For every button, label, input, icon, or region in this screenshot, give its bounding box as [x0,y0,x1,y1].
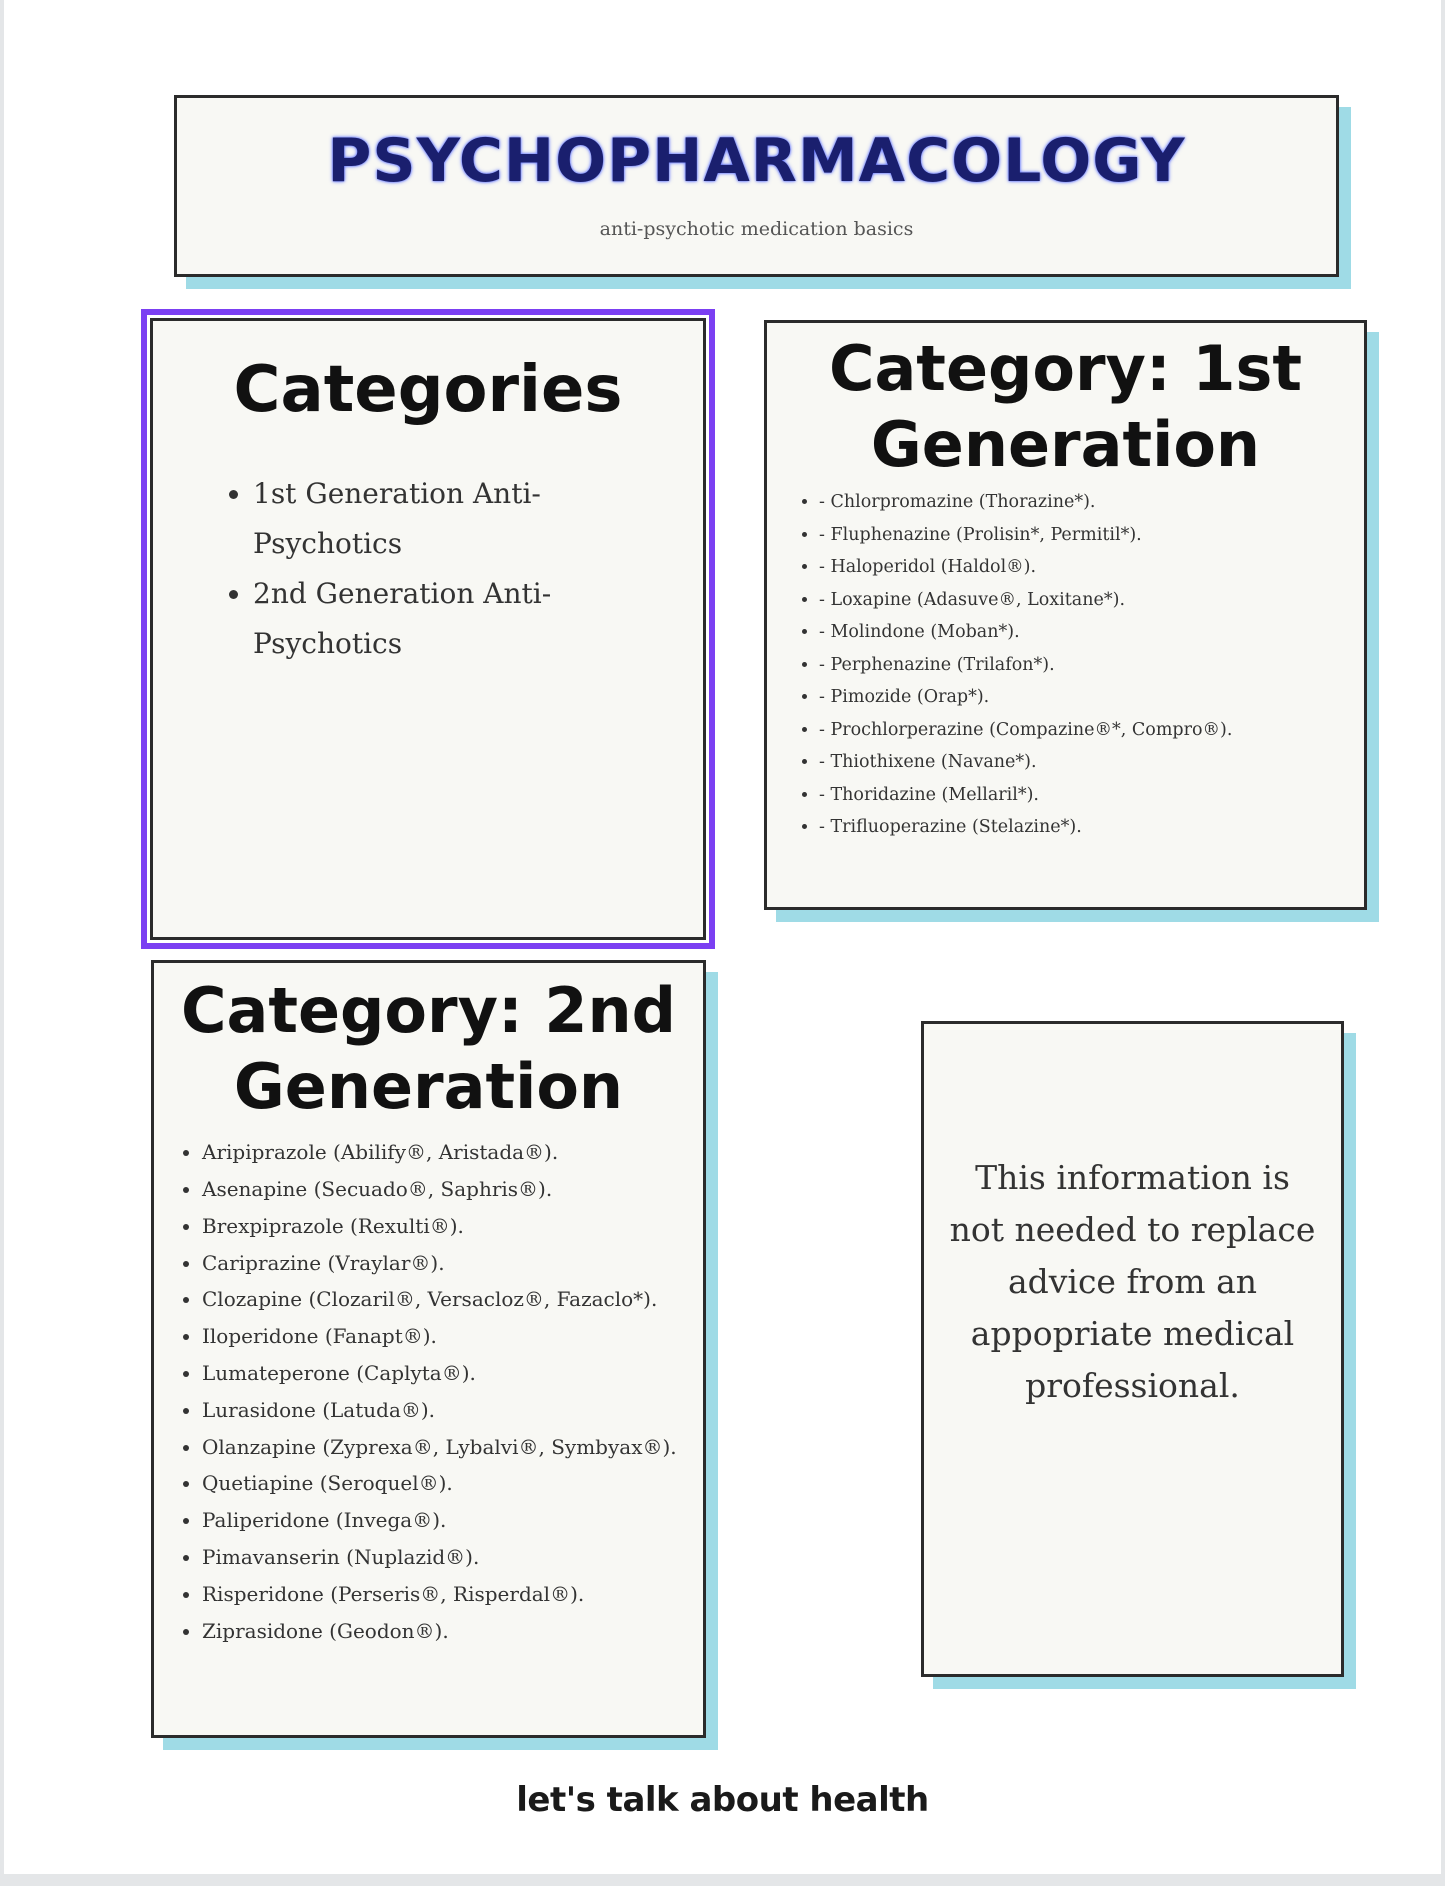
list-item: • Brexpiprazole (Rexulti®). [202,1208,703,1245]
title-card [174,95,1339,277]
list-item: • Aripiprazole (Abilify®, Aristada®). [202,1134,703,1171]
document-page [4,0,1441,1874]
list-item: • Lurasidone (Latuda®). [202,1392,703,1429]
footer-tagline: let's talk about health [516,1780,929,1820]
list-item: • - Fluphenazine (Prolisin*, Permitil*). [819,519,1364,552]
list-item: • - Thoridazine (Mellaril*). [819,779,1364,812]
list-item: • - Pimozide (Orap*). [819,681,1364,714]
list-item: • - Loxapine (Adasuve®, Loxitane*). [819,584,1364,617]
list-item: • Lumateperone (Caplyta®). [202,1355,703,1392]
list-item: • Ziprasidone (Geodon®). [202,1613,703,1650]
page-title: PSYCHOPHARMACOLOGY [327,126,1186,196]
list-item: • Asenapine (Secuado®, Saphris®). [202,1171,703,1208]
list-item: • - Prochlorperazine (Compazine®*, Compro®). [819,714,1364,747]
first-generation-list [767,486,1364,844]
disclaimer-text: This information is not needed to replace advice from an appopriate medical professional. [949,1158,1316,1405]
first-generation-card [764,320,1367,910]
list-item: • - Thiothixene (Navane*). [819,746,1364,779]
categories-list [153,469,703,669]
second-generation-card [151,960,706,1738]
page-subtitle: anti-psychotic medication basics [599,218,914,240]
list-item: • - Trifluoperazine (Stelazine*). [819,811,1364,844]
list-item: • - Molindone (Moban*). [819,616,1364,649]
list-item: • Paliperidone (Invega®). [202,1502,703,1539]
categories-heading: Categories [233,353,623,427]
second-generation-list [154,1134,703,1649]
second-generation-heading: Category: 2nd Generation [180,974,677,1123]
list-item: • 1st Generation Anti-Psychotics [253,469,673,569]
list-item: • Clozapine (Clozaril®, Versacloz®, Fazaclo*). [202,1281,703,1318]
list-item: • 2nd Generation Anti-Psychotics [253,569,673,669]
list-item: • Quetiapine (Seroquel®). [202,1465,703,1502]
first-generation-heading: Category: 1st Generation [828,332,1303,481]
list-item: • Cariprazine (Vraylar®). [202,1245,703,1282]
list-item: • - Chlorpromazine (Thorazine*). [819,486,1364,519]
list-item: • - Haloperidol (Haldol®). [819,551,1364,584]
disclaimer-card [921,1021,1344,1677]
list-item: • Olanzapine (Zyprexa®, Lybalvi®, Symbyax®). [202,1429,703,1466]
list-item: • Risperidone (Perseris®, Risperdal®). [202,1576,703,1613]
list-item: • Iloperidone (Fanapt®). [202,1318,703,1355]
list-item: • Pimavanserin (Nuplazid®). [202,1539,703,1576]
categories-card[interactable] [150,318,706,940]
list-item: • - Perphenazine (Trilafon*). [819,649,1364,682]
